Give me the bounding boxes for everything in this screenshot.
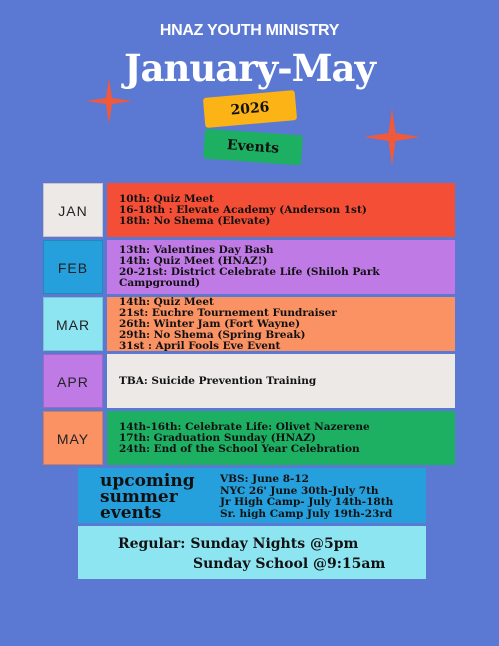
month-events-feb <box>107 240 455 294</box>
month-label-mar: MAR <box>43 297 103 351</box>
year-tag: 2026 <box>203 90 297 128</box>
month-label-may: MAY <box>43 411 103 465</box>
summer-heading: upcoming summer events <box>100 471 195 523</box>
event-item: 24th: End of the School Year Celebration <box>119 442 360 455</box>
event-item: 21st: Euchre Tournement Fundraiser <box>119 306 337 319</box>
summer-events-box <box>78 468 426 523</box>
event-item: TBA: Suicide Prevention Training <box>119 374 317 387</box>
month-events-may <box>107 411 455 465</box>
regular-schedule-box <box>78 526 426 579</box>
event-item: 17th: Graduation Sunday (HNAZ) <box>119 431 316 444</box>
sparkle-icon <box>84 76 134 126</box>
event-item: 18th: No Shema (Elevate) <box>119 214 271 227</box>
event-item: 14th: Quiz Meet <box>119 295 214 308</box>
event-item: 10th: Quiz Meet <box>119 192 214 205</box>
sparkle-icon <box>362 106 422 168</box>
event-item: 29th: No Shema (Spring Break) <box>119 328 306 341</box>
event-item: 14th: Quiz Meet (HNAZ!) <box>119 255 268 267</box>
event-item: 20-21st: District Celebrate Life (Shiloh Park <box>119 266 380 278</box>
event-item: 13th: Valentines Day Bash <box>119 244 274 256</box>
month-events-apr <box>107 354 455 408</box>
event-item: 16-18th : Elevate Academy (Anderson 1st) <box>119 203 367 216</box>
organization-name: HNAZ YOUTH MINISTRY <box>159 22 340 39</box>
event-item: 31st : April Fools Eve Event <box>119 339 281 352</box>
event-item: 26th: Winter Jam (Fort Wayne) <box>119 317 301 330</box>
regular-line-1: Regular: Sunday Nights @5pm <box>118 536 359 552</box>
page-title: January-May <box>123 46 376 90</box>
month-events-jan <box>107 183 455 237</box>
event-item: VBS: June 8-12 <box>220 473 309 485</box>
month-label-feb: FEB <box>43 240 103 294</box>
event-item: Campground) <box>119 277 201 289</box>
regular-line-2: Sunday School @9:15am <box>193 556 386 572</box>
month-label-jan: JAN <box>43 183 103 237</box>
event-item: Sr. high Camp July 19th-23rd <box>220 507 393 520</box>
month-events-mar <box>107 297 455 351</box>
event-item: 14th-16th: Celebrate Life: Olivet Nazerene <box>119 420 370 433</box>
events-tag: Events <box>203 129 303 166</box>
summer-event-list <box>220 474 393 520</box>
event-item: Jr High Camp- July 14th-18th <box>220 496 394 508</box>
event-item: NYC 26' June 30th-July 7th <box>220 484 379 497</box>
month-label-apr: APR <box>43 354 103 408</box>
